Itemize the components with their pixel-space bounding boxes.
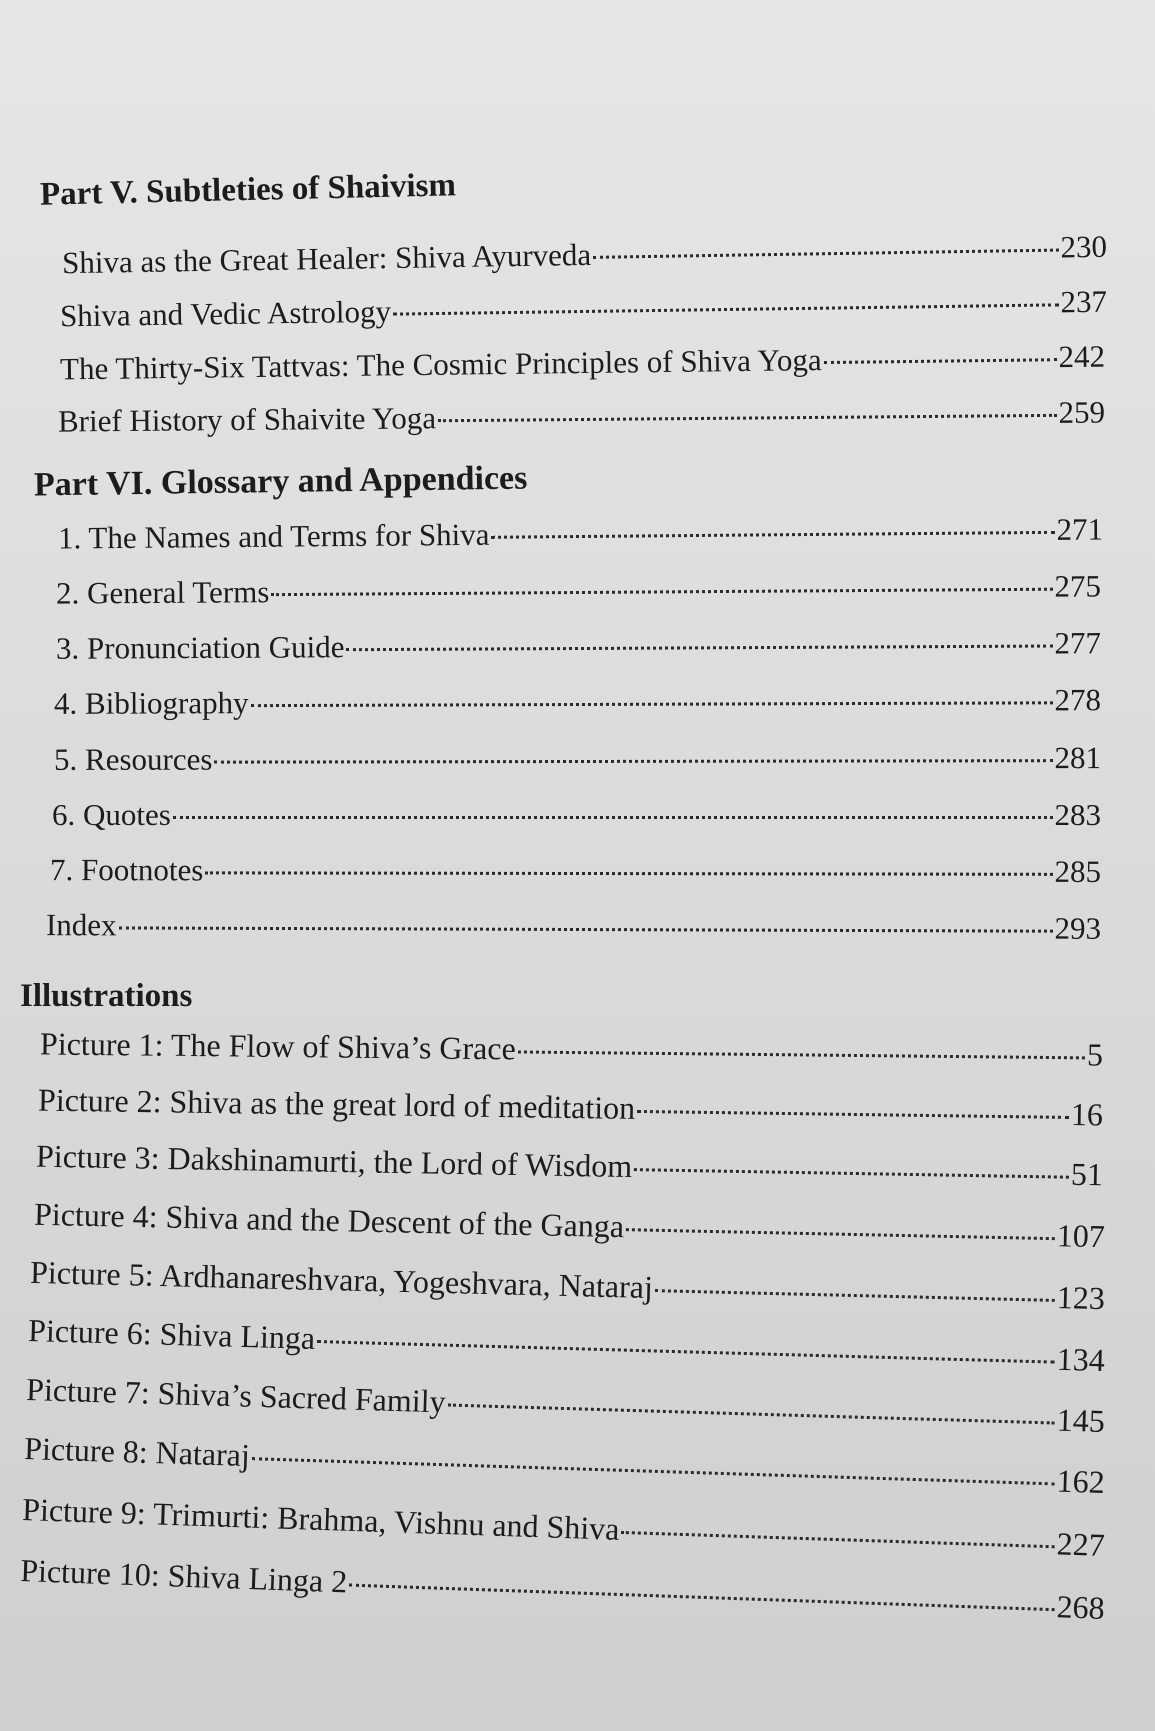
toc-entry-title: 3. Pronunciation Guide [55, 629, 345, 666]
toc-entry [34, 1195, 1106, 1255]
toc-entry-page: 134 [1056, 1340, 1106, 1379]
toc-entry-title: Shiva and Vedic Astrology [59, 293, 392, 334]
dot-leader [824, 358, 1057, 364]
dot-leader [349, 1584, 1055, 1612]
dot-leader [346, 645, 1052, 652]
dot-leader [518, 1050, 1085, 1059]
dot-leader [173, 816, 1053, 819]
toc-entry-page: 283 [1054, 797, 1101, 832]
toc-entry-page: 107 [1056, 1217, 1106, 1255]
toc-entry-title: Picture 8: Nataraj [23, 1430, 251, 1474]
toc-entry [60, 338, 1105, 389]
toc-entry [30, 1253, 1106, 1317]
dot-leader [317, 1340, 1055, 1364]
toc-entry-page: 285 [1054, 853, 1102, 889]
toc-entry-title: 4. Bibliography [53, 685, 249, 721]
toc-entry-title: Brief History of Shaivite Yoga [57, 400, 437, 439]
dot-leader [205, 871, 1052, 875]
toc-entry-title: Picture 6: Shiva Linga [27, 1311, 316, 1356]
toc-entry-page: 259 [1058, 394, 1106, 430]
toc-entry-page: 278 [1054, 682, 1102, 718]
toc-entry-page: 271 [1056, 511, 1104, 547]
toc-entry [56, 567, 1101, 612]
toc-entry-title: Shiva as the Great Healer: Shiva Ayurveda [61, 236, 592, 281]
toc-entry [22, 1490, 1106, 1564]
dot-leader [438, 414, 1056, 422]
dot-leader [252, 1457, 1055, 1485]
dot-leader [593, 249, 1058, 259]
dot-leader [214, 759, 1052, 763]
toc-entry-page: 268 [1056, 1588, 1106, 1626]
toc-entry-page: 277 [1054, 625, 1102, 661]
toc-entry-page: 230 [1060, 228, 1108, 265]
toc-entry-title: 1. The Names and Terms for Shiva [57, 516, 490, 556]
toc-entry-title: Index [45, 907, 117, 943]
toc-entry-title: Picture 1: The Flow of Shiva’s Grace [39, 1025, 516, 1067]
toc-entry-title: Picture 10: Shiva Linga 2 [19, 1552, 348, 1600]
toc-entry [46, 906, 1101, 948]
toc-entry [54, 739, 1101, 779]
toc-entry [38, 1081, 1103, 1134]
dot-leader [447, 1403, 1054, 1424]
dot-leader [634, 1168, 1069, 1179]
toc-entry-title: 2. General Terms [55, 574, 270, 611]
toc-entry-page: 281 [1054, 740, 1102, 776]
dot-leader [251, 701, 1053, 707]
toc-entry-title: 5. Resources [53, 741, 213, 777]
dot-leader [621, 1531, 1054, 1548]
toc-entry [28, 1311, 1106, 1379]
dot-leader [271, 588, 1052, 596]
dot-leader [491, 531, 1054, 539]
toc-entry-page: 5 [1086, 1036, 1104, 1073]
toc-entry [58, 393, 1105, 440]
toc-entry [40, 1024, 1103, 1073]
toc-entry-title: Picture 4: Shiva and the Descent of the Ganga [33, 1195, 625, 1245]
toc-entry-title: The Thirty-Six Tattvas: The Cosmic Principles of Shiva Yoga [59, 342, 822, 387]
dot-leader [655, 1289, 1055, 1302]
dot-leader [626, 1228, 1055, 1240]
toc-entry-title: 6. Quotes [52, 797, 171, 832]
toc-entry [20, 1551, 1106, 1627]
toc-entry-title: Picture 3: Dakshinamurti, the Lord of Wisdom [35, 1137, 633, 1185]
toc-entry-page: 242 [1058, 338, 1106, 375]
toc-entry [62, 228, 1107, 282]
toc-entry-title: 7. Footnotes [49, 852, 204, 888]
dot-leader [119, 926, 1053, 932]
toc-entry-page: 237 [1060, 283, 1108, 320]
toc-entry-page: 162 [1056, 1462, 1106, 1500]
part-vi-heading: Part VI. Glossary and Appendices [33, 459, 528, 504]
toc-entry-title: Picture 2: Shiva as the great lord of meditation [37, 1081, 636, 1126]
toc-entry-page: 16 [1070, 1095, 1104, 1133]
toc-entry [58, 510, 1103, 557]
toc-entry [60, 283, 1107, 336]
dot-leader [393, 303, 1059, 315]
toc-entry [50, 851, 1101, 891]
toc-entry-title: Picture 5: Ardhanareshvara, Yogeshvara, Nataraj [29, 1253, 654, 1306]
toc-entry-page: 123 [1056, 1278, 1106, 1317]
toc-entry-page: 145 [1056, 1401, 1106, 1439]
dot-leader [637, 1110, 1069, 1119]
toc-entry [26, 1370, 1106, 1440]
toc-entry [24, 1429, 1106, 1501]
toc-entry-title: Picture 9: Trimurti: Brahma, Vishnu and Shiva [21, 1491, 621, 1547]
toc-entry [36, 1137, 1104, 1194]
part-v-heading: Part V. Subtleties of Shaivism [39, 167, 457, 213]
toc-entry [54, 681, 1101, 723]
toc-entry-page: 275 [1054, 568, 1102, 604]
toc-entry-title: Picture 7: Shiva’s Sacred Family [25, 1371, 447, 1420]
toc-entry-page: 227 [1056, 1525, 1106, 1563]
toc-entry-page: 293 [1054, 910, 1102, 946]
illustrations-heading: Illustrations [20, 978, 193, 1014]
toc-entry [52, 796, 1101, 834]
toc-entry [56, 624, 1101, 667]
toc-entry-page: 51 [1070, 1155, 1104, 1193]
